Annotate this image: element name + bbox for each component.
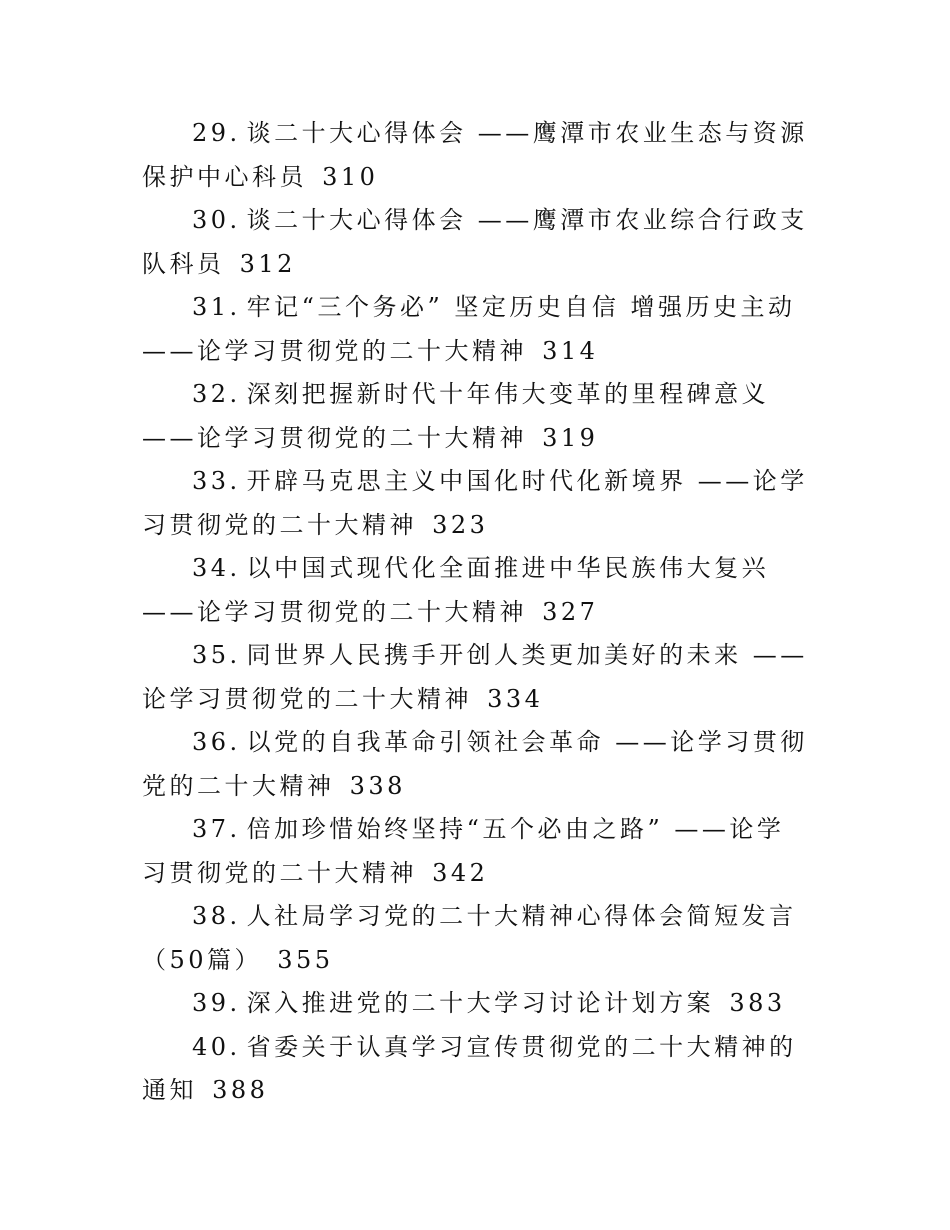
entry-title: 谈二十大心得体会 ——鹰潭市农业综合行政支队科员 bbox=[142, 206, 808, 278]
entry-page: 388 bbox=[212, 1076, 269, 1104]
toc-entry-39 bbox=[142, 982, 810, 1026]
entry-title: 省委关于认真学习宣传贯彻党的二十大精神的通知 bbox=[142, 1032, 797, 1104]
entry-title: 深刻把握新时代十年伟大变革的里程碑意义 ——论学习贯彻党的二十大精神 bbox=[142, 380, 770, 452]
entry-page: 319 bbox=[542, 423, 599, 452]
toc-entry-30 bbox=[142, 199, 810, 286]
entry-number: 37. bbox=[192, 815, 241, 843]
toc-entry-37 bbox=[142, 808, 810, 895]
toc-entry-32 bbox=[142, 373, 810, 460]
entry-number: 33. bbox=[192, 467, 241, 495]
entry-page: 314 bbox=[542, 336, 599, 365]
entry-title: 深入推进党的二十大学习讨论计划方案 bbox=[246, 989, 715, 1017]
entry-number: 36. bbox=[192, 728, 241, 756]
entry-title: 以中国式现代化全面推进中华民族伟大复兴 ——论学习贯彻党的二十大精神 bbox=[142, 554, 770, 626]
entry-page: 310 bbox=[322, 162, 379, 191]
entry-title: 人社局学习党的二十大精神心得体会简短发言（50篇） bbox=[142, 902, 797, 974]
entry-number: 30. bbox=[192, 206, 241, 234]
entry-page: 383 bbox=[729, 989, 786, 1017]
entry-page: 312 bbox=[239, 249, 296, 278]
toc-entry-40 bbox=[142, 1026, 810, 1113]
table-of-contents bbox=[142, 112, 810, 1113]
entry-page: 338 bbox=[349, 771, 406, 800]
toc-entry-29 bbox=[142, 112, 810, 199]
entry-number: 34. bbox=[192, 554, 241, 582]
entry-number: 31. bbox=[192, 293, 241, 321]
entry-page: 327 bbox=[542, 597, 599, 626]
entry-page: 355 bbox=[277, 945, 334, 974]
entry-number: 39. bbox=[192, 989, 241, 1017]
toc-entry-38 bbox=[142, 895, 810, 982]
toc-entry-36 bbox=[142, 721, 810, 808]
entry-title: 同世界人民携手开创人类更加美好的未来 ——论学习贯彻党的二十大精神 bbox=[142, 641, 808, 713]
toc-entry-33 bbox=[142, 460, 810, 547]
toc-entry-34 bbox=[142, 547, 810, 634]
toc-entry-35 bbox=[142, 634, 810, 721]
entry-title: 以党的自我革命引领社会革命 ——论学习贯彻党的二十大精神 bbox=[142, 728, 808, 800]
entry-page: 342 bbox=[432, 858, 489, 887]
entry-number: 40. bbox=[192, 1032, 241, 1061]
entry-title: 谈二十大心得体会 ——鹰潭市农业生态与资源保护中心科员 bbox=[142, 119, 808, 191]
entry-number: 38. bbox=[192, 902, 241, 930]
entry-page: 323 bbox=[432, 510, 489, 539]
toc-entry-31 bbox=[142, 286, 810, 373]
entry-page: 334 bbox=[487, 684, 544, 713]
entry-title: 开辟马克思主义中国化时代化新境界 ——论学习贯彻党的二十大精神 bbox=[142, 467, 808, 539]
entry-title: 倍加珍惜始终坚持“五个必由之路” ——论学习贯彻党的二十大精神 bbox=[142, 815, 785, 887]
entry-number: 32. bbox=[192, 380, 241, 408]
entry-number: 35. bbox=[192, 641, 241, 669]
entry-title: 牢记“三个务必” 坚定历史自信 增强历史主动 ——论学习贯彻党的二十大精神 bbox=[142, 293, 796, 365]
entry-number: 29. bbox=[192, 119, 241, 147]
